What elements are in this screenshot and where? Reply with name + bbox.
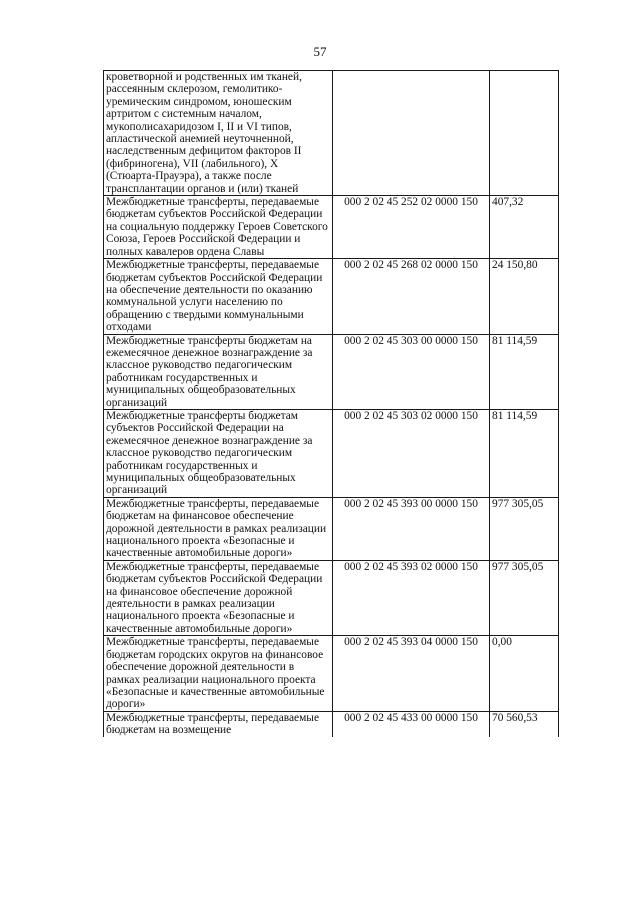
table-row: [104, 334, 559, 409]
row-name-cell: Межбюджетные трансферты, передаваемые бюджетам субъектов Российской Федерации на социальную поддержку Героев Советского Союза, Героев Российской Федерации и полных кавалеров ордена Славы: [104, 196, 333, 259]
row-name-cell: кроветворной и родственных им тканей, рассеянным склерозом, гемолитико-уремическим синдромом, юношеским артритом с системным началом, мукополисахаридозом I, II и VI типов, апластической анемией неуточненной, наследственным дефицитом факторов II (фибриногена), VII (лабильного), X (Стюарта-Прауэра), а также после трансплантации органов и (или) тканей: [104, 71, 333, 196]
row-amount-cell: 977 305,05: [490, 560, 559, 635]
row-amount-cell: 407,32: [490, 196, 559, 259]
row-code-cell: 000 2 02 45 393 02 0000 150: [333, 560, 490, 635]
table-row: [104, 71, 559, 196]
table-row: [104, 497, 559, 560]
row-code-cell: 000 2 02 45 252 02 0000 150: [333, 196, 490, 259]
row-amount-cell: 81 114,59: [490, 334, 559, 409]
row-code-cell: [333, 71, 490, 196]
row-amount-cell: 24 150,80: [490, 259, 559, 334]
row-name-cell: Межбюджетные трансферты, передаваемые бюджетам субъектов Российской Федерации на обеспечение деятельности по оказанию коммунальной услуги населению по обращению с твердыми коммунальными отходами: [104, 259, 333, 334]
row-name-cell: Межбюджетные трансферты, передаваемые бюджетам на финансовое обеспечение дорожной деятельности в рамках реализации национального проекта «Безопасные и качественные автомобильные дороги»: [104, 497, 333, 560]
row-amount-cell: [490, 71, 559, 196]
row-code-cell: 000 2 02 45 303 00 0000 150: [333, 334, 490, 409]
row-code-cell: 000 2 02 45 393 00 0000 150: [333, 497, 490, 560]
row-name-cell: Межбюджетные трансферты бюджетам субъектов Российской Федерации на ежемесячное денежное вознаграждение за классное руководство педагогическим работникам государственных и муниципальных общеобразовательных организаций: [104, 409, 333, 497]
table-row: [104, 409, 559, 497]
table-row: [104, 196, 559, 259]
row-code-cell: 000 2 02 45 268 02 0000 150: [333, 259, 490, 334]
row-name-cell: Межбюджетные трансферты, передаваемые бюджетам субъектов Российской Федерации на финансовое обеспечение дорожной деятельности в рамках реализации национального проекта «Безопасные и качественные автомобильные дороги»: [104, 560, 333, 635]
row-name-cell: Межбюджетные трансферты, передаваемые бюджетам на возмещение: [104, 711, 333, 736]
row-code-cell: 000 2 02 45 303 02 0000 150: [333, 409, 490, 497]
table-row: [104, 259, 559, 334]
row-amount-cell: 70 560,53: [490, 711, 559, 736]
row-code-cell: 000 2 02 45 393 04 0000 150: [333, 636, 490, 711]
table-row: [104, 711, 559, 736]
row-amount-cell: 977 305,05: [490, 497, 559, 560]
budget-table: [103, 70, 559, 737]
table-row: [104, 636, 559, 711]
page-number: 57: [313, 44, 327, 59]
row-code-cell: 000 2 02 45 433 00 0000 150: [333, 711, 490, 736]
row-amount-cell: 81 114,59: [490, 409, 559, 497]
row-amount-cell: 0,00: [490, 636, 559, 711]
row-name-cell: Межбюджетные трансферты, передаваемые бюджетам городских округов на финансовое обеспечение дорожной деятельности в рамках реализации национального проекта «Безопасные и качественные автомобильные дороги»: [104, 636, 333, 711]
row-name-cell: Межбюджетные трансферты бюджетам на ежемесячное денежное вознаграждение за классное руководство педагогическим работникам государственных и муниципальных общеобразовательных организаций: [104, 334, 333, 409]
table-row: [104, 560, 559, 635]
